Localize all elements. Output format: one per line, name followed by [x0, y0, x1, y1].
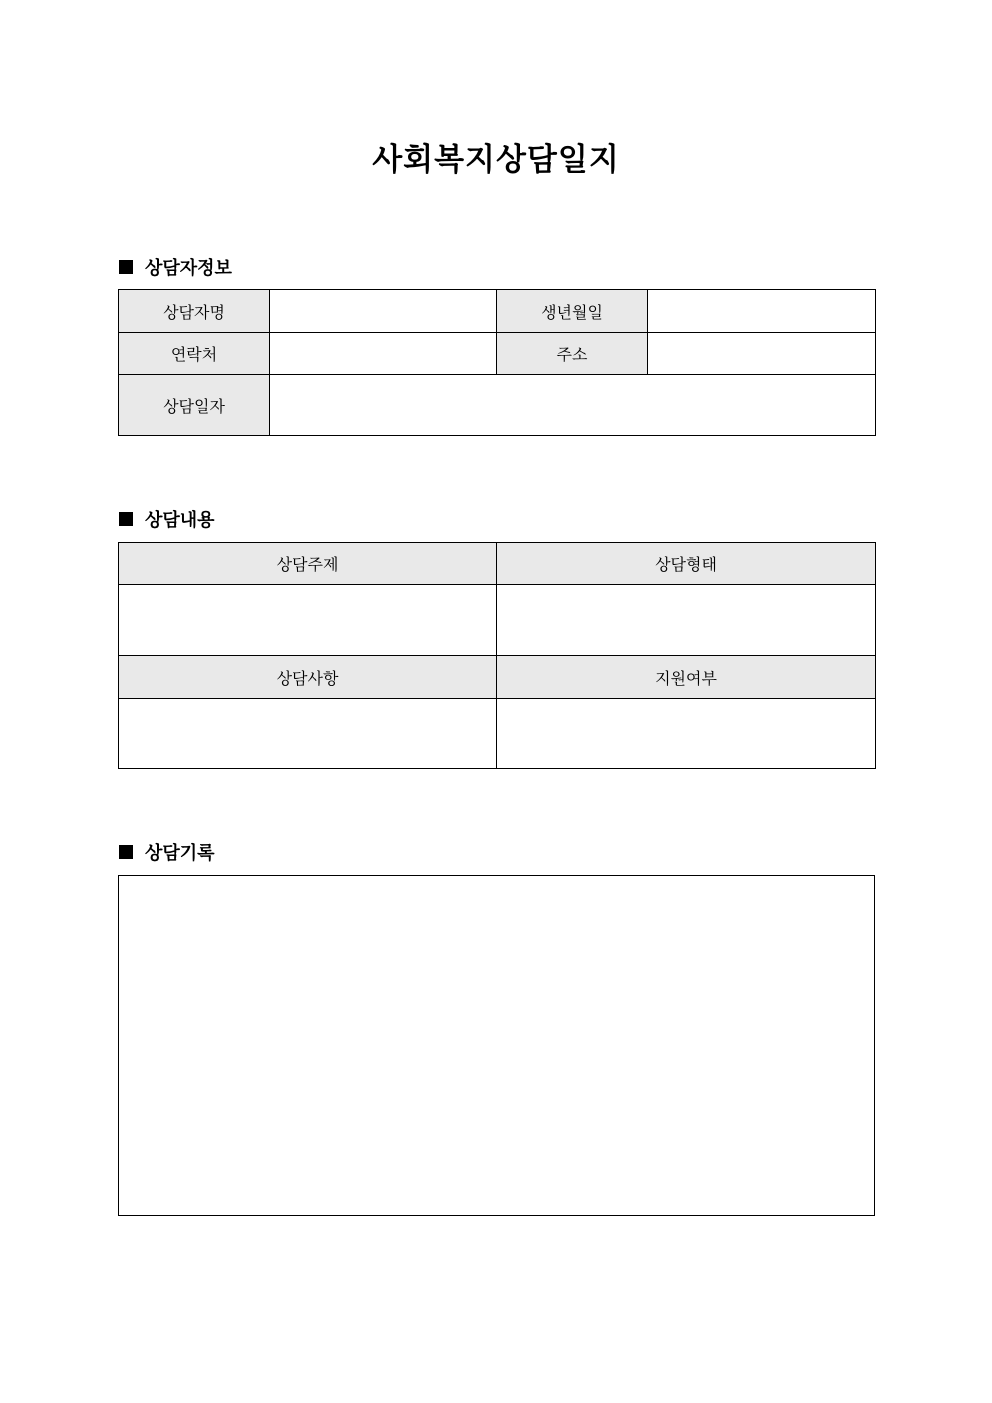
square-bullet-icon [119, 845, 133, 859]
table-row [119, 585, 876, 656]
table-row [119, 290, 876, 333]
contact-label: 연락처 [119, 333, 270, 375]
type-field[interactable] [497, 585, 876, 656]
client-name-label: 상담자명 [119, 290, 270, 333]
address-field[interactable] [648, 333, 876, 375]
birthdate-label: 생년월일 [497, 290, 648, 333]
counsel-content-heading-text: 상담내용 [145, 510, 215, 531]
counsel-content-table [118, 542, 876, 769]
client-name-field[interactable] [270, 290, 497, 333]
table-row [119, 543, 876, 585]
square-bullet-icon [119, 260, 133, 274]
table-row [119, 333, 876, 375]
client-info-heading-text: 상담자정보 [145, 258, 232, 279]
support-label: 지원여부 [497, 656, 876, 699]
counsel-date-label: 상담일자 [119, 375, 270, 436]
birthdate-field[interactable] [648, 290, 876, 333]
table-row [119, 375, 876, 436]
counsel-date-field[interactable] [270, 375, 876, 436]
matters-field[interactable] [119, 699, 497, 769]
square-bullet-icon [119, 512, 133, 526]
document-title: 사회복지상담일지 [372, 142, 620, 178]
table-row [119, 656, 876, 699]
client-info-table [118, 289, 876, 436]
topic-label: 상담주제 [119, 543, 497, 585]
counsel-record-heading-text: 상담기록 [145, 843, 215, 864]
client-info-heading [119, 254, 232, 280]
address-label: 주소 [497, 333, 648, 375]
table-row [119, 699, 876, 769]
type-label: 상담형태 [497, 543, 876, 585]
contact-field[interactable] [270, 333, 497, 375]
topic-field[interactable] [119, 585, 497, 656]
counsel-record-field[interactable] [118, 875, 875, 1216]
support-field[interactable] [497, 699, 876, 769]
counsel-content-heading [119, 506, 215, 532]
counsel-record-heading [119, 839, 215, 865]
matters-label: 상담사항 [119, 656, 497, 699]
